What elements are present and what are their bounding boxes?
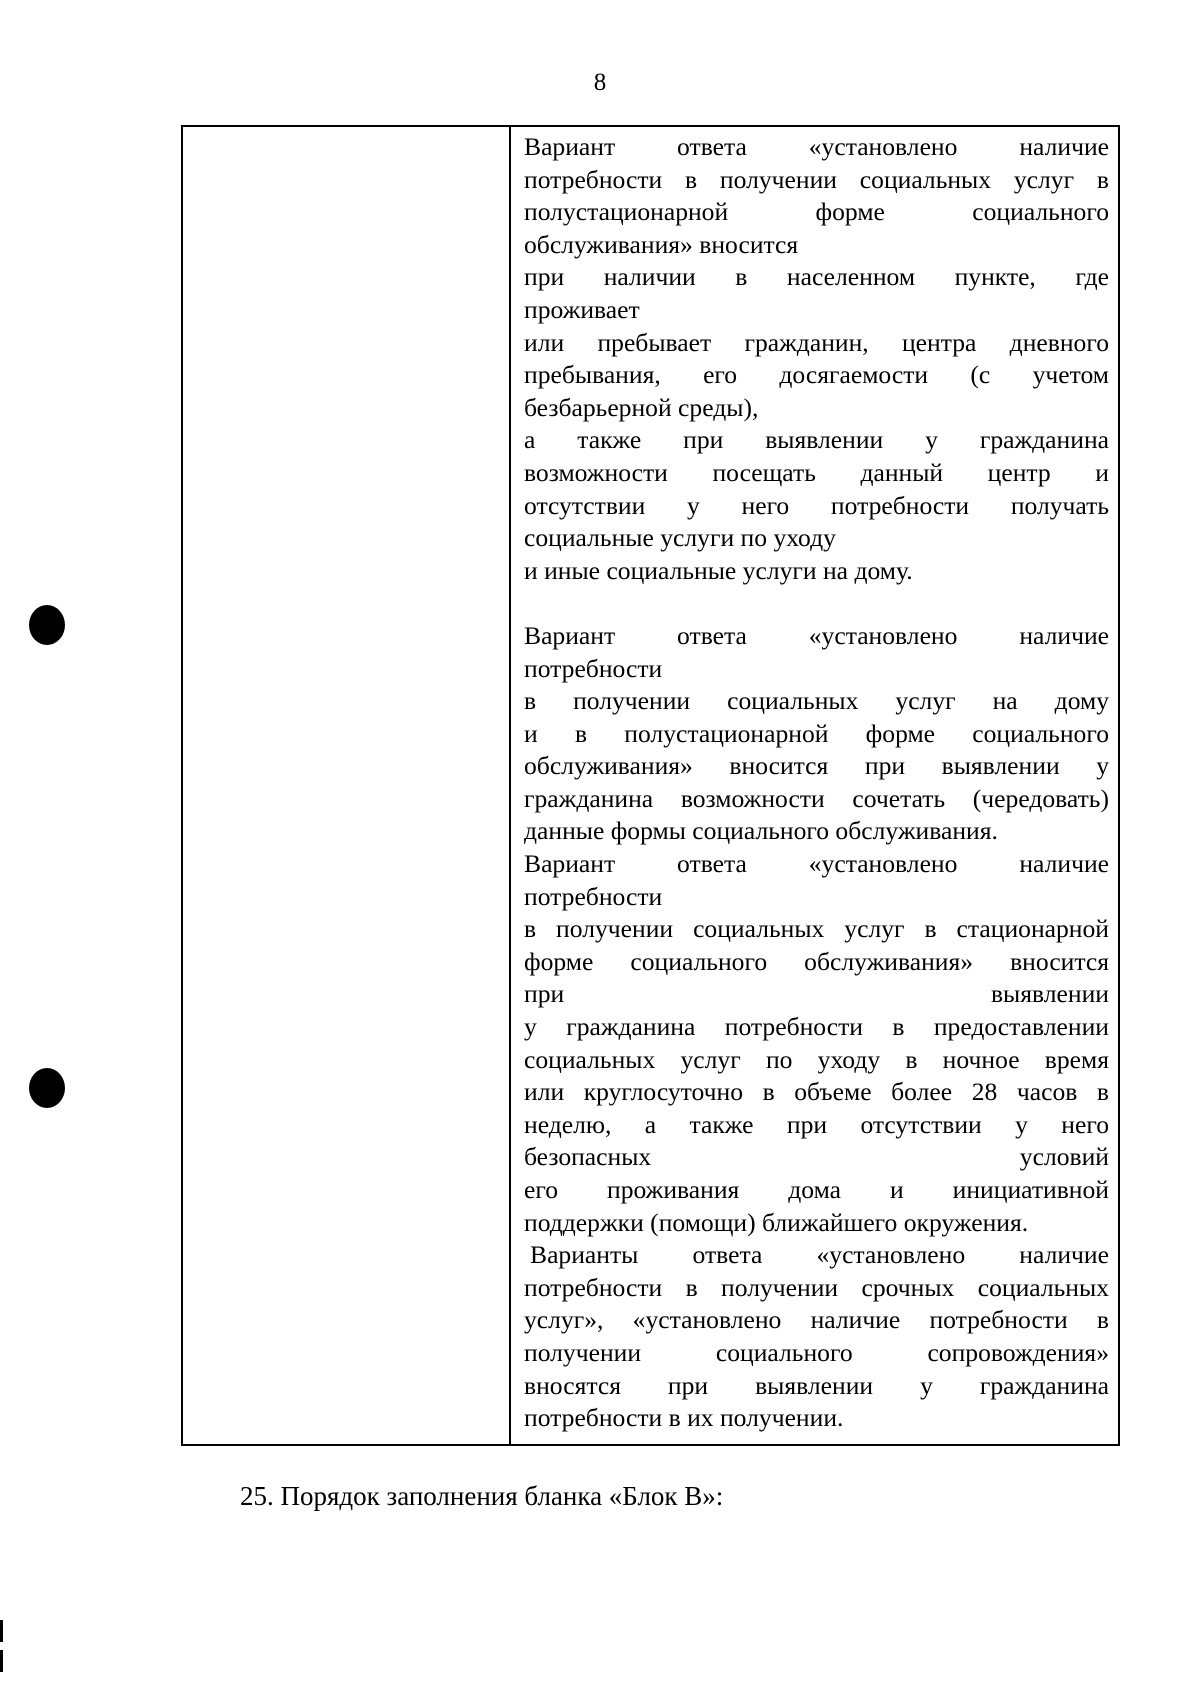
table-right-cell [511, 127, 1118, 1444]
page-number: 8 [593, 69, 607, 96]
text-line: а также при выявлении у гражданина [524, 425, 1109, 455]
text-line: социальных услуг по уходу в ночное время [524, 1044, 1109, 1074]
text-line: гражданина возможности сочетать (чередовать) [524, 783, 1109, 813]
text-line: в получении социальных услуг в стационарной [524, 914, 1109, 944]
text-line: отсутствии у него потребности получать [524, 490, 1109, 520]
text-line: или пребывает гражданин, центра дневного [524, 327, 1109, 357]
text-line: полустационарной форме социального [524, 197, 1109, 227]
text-line: в получении социальных услуг на дому [524, 686, 1109, 716]
text-line: поддержки (помощи) ближайшего окружения. [524, 1207, 1029, 1237]
punch-hole-mark-bottom [29, 1068, 65, 1108]
punch-hole-mark-top [29, 605, 65, 645]
text-line: услуг», «установлено наличие потребности в [524, 1305, 1109, 1335]
text-line: потребности [524, 653, 663, 683]
text-line: данные формы социального обслуживания. [524, 816, 998, 846]
text-line: безопасных условий [524, 1142, 1109, 1172]
text-line: или круглосуточно в объеме более 28 часов в [524, 1077, 1109, 1107]
text-line: Вариант ответа «установлено наличие [524, 132, 1109, 161]
text-line: форме социального обслуживания» вносится [524, 946, 1109, 976]
text-line: потребности в их получении. [524, 1403, 844, 1433]
text-line: возможности посещать данный центр и [524, 457, 1109, 487]
text-line: получении социального сопровождения» [524, 1337, 1109, 1367]
text-line: потребности в получении срочных социальных [524, 1272, 1109, 1302]
text-line: потребности [524, 881, 663, 911]
section-heading: 25. Порядок заполнения бланка «Блок В»: [240, 1481, 724, 1511]
text-line: обслуживания» вносится при выявлении у [524, 751, 1109, 781]
text-line: при наличии в населенном пункте, где [524, 262, 1109, 292]
text-line: и иные социальные услуги на дому. [524, 555, 913, 585]
text-line: Варианты ответа «установлено наличие [530, 1240, 1109, 1270]
text-line: социальные услуги по уходу [524, 523, 836, 553]
text-line: при выявлении [524, 979, 1109, 1009]
text-line: Вариант ответа «установлено наличие [524, 849, 1109, 879]
text-line: безбарьерной среды), [524, 392, 759, 422]
text-line: Вариант ответа «установлено наличие [524, 620, 1109, 650]
text-line: вносятся при выявлении у гражданина [524, 1370, 1109, 1400]
text-line: потребности в получении социальных услуг в [524, 164, 1109, 194]
text-line: проживает [524, 294, 640, 324]
document-table [181, 125, 1120, 1446]
text-line: пребывания, его досягаемости (с учетом [524, 360, 1109, 390]
paragraph-gap [524, 587, 1109, 620]
text-line: и в полустационарной форме социального [524, 718, 1109, 748]
margin-mark [0, 1620, 3, 1676]
text-line: неделю, а также при отсутствии у него [524, 1109, 1109, 1139]
text-line: у гражданина потребности в предоставлении [524, 1012, 1109, 1042]
text-line: обслуживания» вносится [524, 229, 799, 259]
text-line: его проживания дома и инициативной [524, 1175, 1109, 1204]
table-left-cell [183, 127, 511, 1444]
